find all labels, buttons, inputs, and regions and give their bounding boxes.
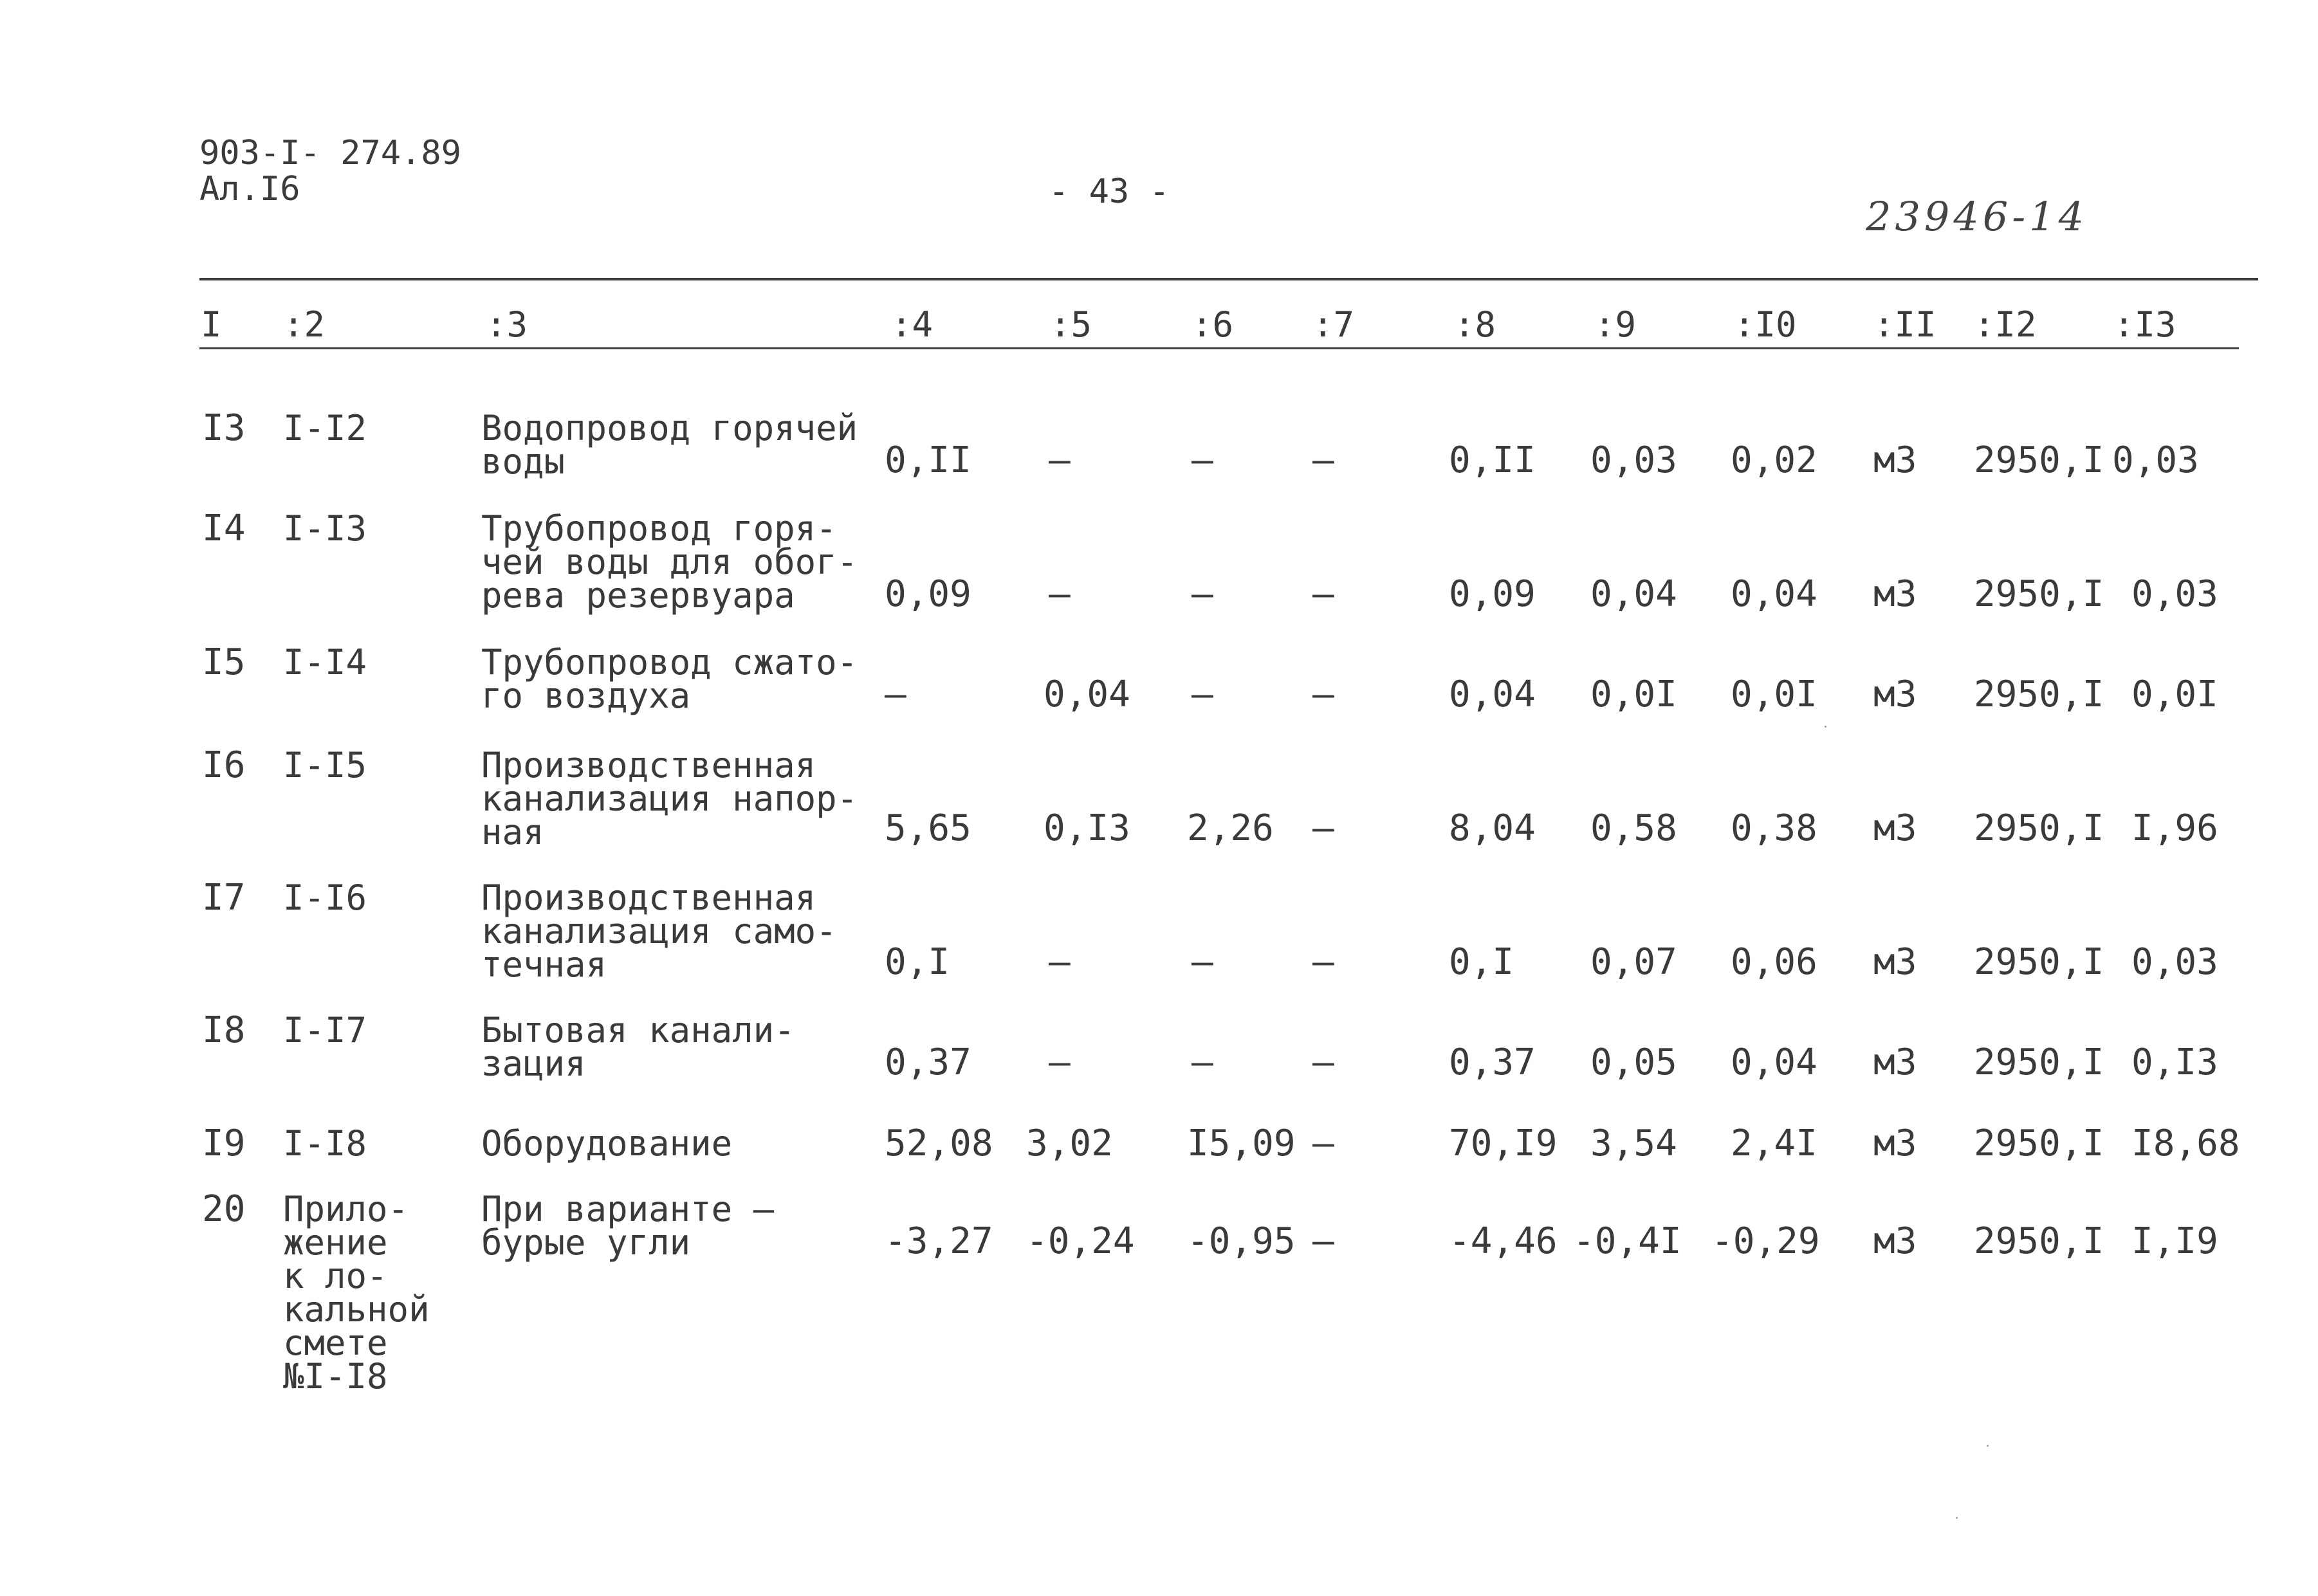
column-header-11: :II	[1873, 304, 1936, 345]
column-header-3: :3	[486, 304, 528, 345]
column-header-4: :4	[891, 304, 934, 345]
value-col13: I,I9	[2131, 1220, 2218, 1262]
row-number: I8	[202, 1009, 246, 1051]
value-col9: 0,07	[1590, 941, 1677, 983]
table-header-rule	[199, 347, 2239, 349]
value-col7: –	[1312, 1041, 1334, 1083]
column-header-7: :7	[1312, 304, 1355, 345]
value-col12: 2950,I	[1974, 807, 2104, 849]
value-col6: –	[1191, 941, 1213, 983]
value-col9: 3,54	[1590, 1123, 1677, 1164]
value-col8: 0,09	[1449, 573, 1536, 615]
row-number: I4	[202, 508, 246, 549]
value-col6: 2,26	[1187, 807, 1274, 849]
value-col6: –	[1191, 439, 1213, 481]
value-col10: 0,02	[1731, 439, 1817, 481]
value-col11: м3	[1873, 1041, 1917, 1083]
value-col12: 2950,I	[1974, 1220, 2104, 1262]
value-col10: 0,06	[1731, 941, 1817, 983]
value-col5: –	[1049, 1041, 1071, 1083]
column-header-5: :5	[1050, 304, 1092, 345]
estimate-code: I-I5	[283, 745, 367, 785]
value-col4: 0,I	[885, 941, 950, 983]
value-col6: I5,09	[1187, 1123, 1296, 1164]
value-col9: 0,03	[1590, 439, 1677, 481]
scan-speck	[1987, 1445, 1989, 1447]
value-col11: м3	[1873, 573, 1917, 615]
value-col12: 2950,I	[1974, 941, 2104, 983]
value-col4: –	[885, 674, 906, 715]
value-col8: 0,II	[1449, 439, 1536, 481]
value-col13: 0,03	[2131, 941, 2218, 983]
value-col11: м3	[1873, 674, 1917, 715]
value-col10: 0,04	[1731, 573, 1817, 615]
value-col8: 0,04	[1449, 674, 1536, 715]
value-col7: –	[1312, 573, 1334, 615]
value-col4: 0,37	[885, 1041, 971, 1083]
value-col12: 2950,I	[1974, 439, 2104, 481]
estimate-code: I-I3	[283, 508, 367, 549]
estimate-code: I-I8	[283, 1123, 367, 1164]
value-col4: 0,II	[885, 439, 971, 481]
value-col11: м3	[1873, 1220, 1917, 1262]
value-col9: -0,4I	[1573, 1220, 1682, 1262]
value-col10: 0,04	[1731, 1041, 1817, 1083]
page-number: - 43 -	[1049, 172, 1170, 211]
column-header-6: :6	[1191, 304, 1234, 345]
value-col10: 0,38	[1731, 807, 1817, 849]
column-header-10: :I0	[1734, 304, 1797, 345]
estimate-code: I-I4	[283, 642, 367, 683]
value-col8: 0,37	[1449, 1041, 1536, 1083]
row-number: 20	[202, 1188, 246, 1230]
value-col7: –	[1312, 1123, 1334, 1164]
value-col11: м3	[1873, 1123, 1917, 1164]
handwritten-stamp-number: 23946-14	[1866, 193, 2088, 240]
work-name: Бытовая канали- зация	[481, 1010, 795, 1084]
value-col5: -0,24	[1026, 1220, 1135, 1262]
value-col9: 0,04	[1590, 573, 1677, 615]
value-col13: I8,68	[2131, 1123, 2240, 1164]
value-col8: 8,04	[1449, 807, 1536, 849]
value-col9: 0,05	[1590, 1041, 1677, 1083]
value-col13: 0,I3	[2131, 1041, 2218, 1083]
value-col13: I,96	[2131, 807, 2218, 849]
work-name: Трубопровод сжато- го воздуха	[481, 642, 858, 716]
value-col8: 0,I	[1449, 941, 1514, 983]
value-col7: –	[1312, 807, 1334, 849]
value-col13: 0,03	[2112, 439, 2199, 481]
row-number: I6	[202, 744, 246, 786]
work-name: Водопровод горячей воды	[481, 408, 858, 482]
value-col10: -0,29	[1711, 1220, 1820, 1262]
work-name: Трубопровод горя- чей воды для обог- рева резервуара	[481, 508, 858, 616]
value-col13: 0,0I	[2131, 674, 2218, 715]
value-col10: 2,4I	[1731, 1123, 1817, 1164]
value-col4: 52,08	[885, 1123, 993, 1164]
value-col4: -3,27	[885, 1220, 993, 1262]
document-code: 903-I- 274.89	[199, 134, 461, 172]
column-header-9: :9	[1594, 304, 1637, 345]
work-name: Оборудование	[481, 1123, 733, 1164]
table-top-rule	[199, 278, 2258, 280]
value-col9: 0,58	[1590, 807, 1677, 849]
scan-speck	[1825, 726, 1826, 728]
column-header-8: :8	[1454, 304, 1496, 345]
row-number: I7	[202, 877, 246, 919]
column-header-12: :I2	[1974, 304, 2037, 345]
value-col5: 3,02	[1026, 1123, 1113, 1164]
value-col12: 2950,I	[1974, 1123, 2104, 1164]
value-col12: 2950,I	[1974, 573, 2104, 615]
column-header-13: :I3	[2113, 304, 2176, 345]
estimate-code: I-I2	[283, 408, 367, 448]
value-col7: –	[1312, 674, 1334, 715]
value-col12: 2950,I	[1974, 1041, 2104, 1083]
value-col5: –	[1049, 573, 1071, 615]
work-name: Производственная канализация само- течная	[481, 877, 837, 985]
value-col5: –	[1049, 439, 1071, 481]
work-name: Производственная канализация напор- ная	[481, 745, 858, 852]
value-col4: 0,09	[885, 573, 971, 615]
value-col12: 2950,I	[1974, 674, 2104, 715]
value-col8: 70,I9	[1449, 1123, 1558, 1164]
column-header-2: :2	[283, 304, 326, 345]
scan-speck	[1956, 1517, 1958, 1519]
value-col6: –	[1191, 674, 1213, 715]
sheet-number: Ал.I6	[199, 170, 300, 208]
value-col13: 0,03	[2131, 573, 2218, 615]
row-number: I9	[202, 1123, 246, 1164]
work-name: При варианте – бурые угли	[481, 1189, 775, 1263]
value-col5: 0,I3	[1044, 807, 1130, 849]
value-col9: 0,0I	[1590, 674, 1677, 715]
value-col6: -0,95	[1187, 1220, 1296, 1262]
value-col6: –	[1191, 1041, 1213, 1083]
row-number: I5	[202, 641, 246, 683]
value-col11: м3	[1873, 439, 1917, 481]
estimate-code: I-I6	[283, 877, 367, 918]
estimate-code: Прило- жение к ло- кальной смете №I-I8	[283, 1189, 430, 1397]
value-col4: 5,65	[885, 807, 971, 849]
value-col11: м3	[1873, 941, 1917, 983]
value-col5: 0,04	[1044, 674, 1130, 715]
row-number: I3	[202, 407, 246, 449]
value-col11: м3	[1873, 807, 1917, 849]
value-col10: 0,0I	[1731, 674, 1817, 715]
column-header-1: I	[201, 304, 222, 345]
value-col7: –	[1312, 439, 1334, 481]
value-col5: –	[1049, 941, 1071, 983]
value-col7: –	[1312, 941, 1334, 983]
value-col6: –	[1191, 573, 1213, 615]
value-col7: –	[1312, 1220, 1334, 1262]
estimate-code: I-I7	[283, 1010, 367, 1050]
value-col8: -4,46	[1449, 1220, 1558, 1262]
